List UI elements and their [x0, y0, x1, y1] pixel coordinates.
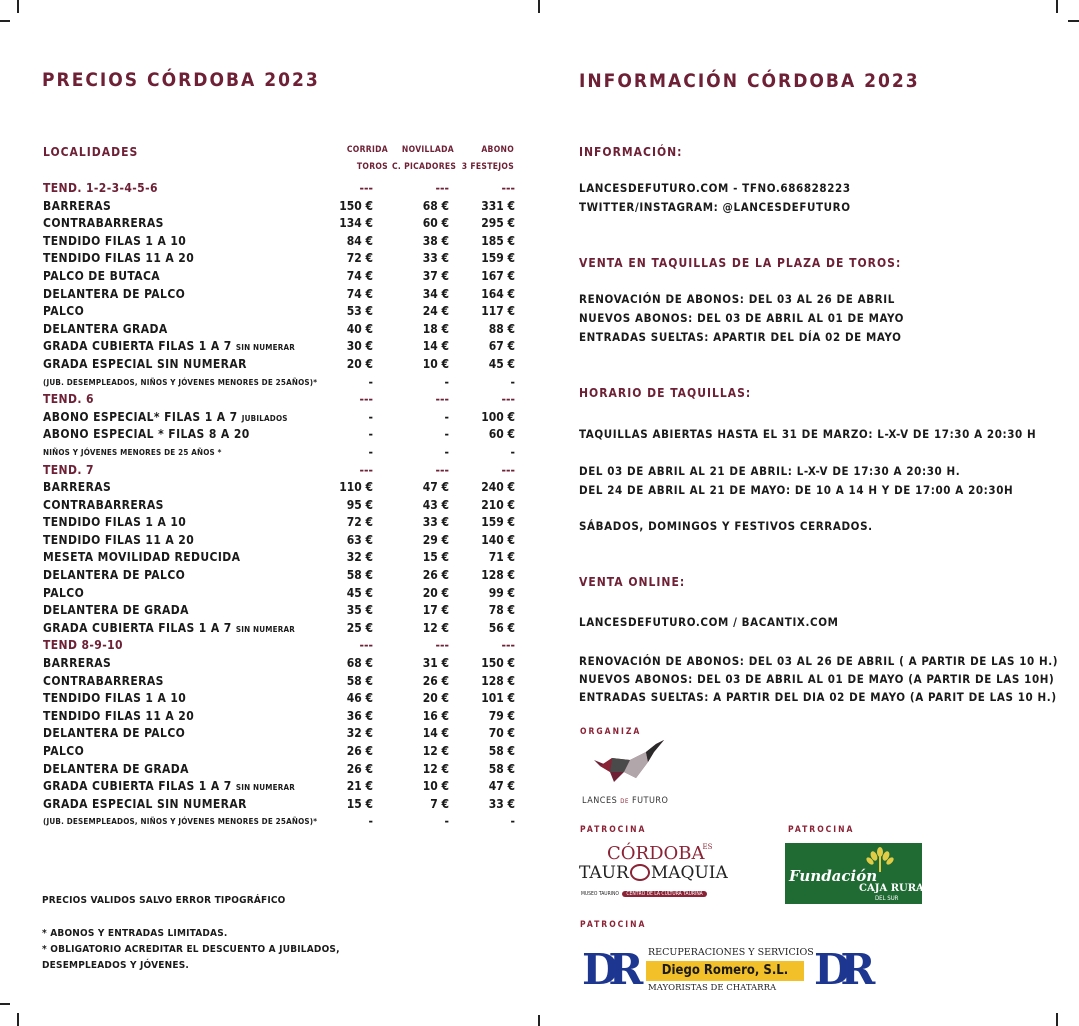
price-row: [43, 532, 523, 550]
column-header-abono: ABONO 3 FESTEJOS: [461, 145, 514, 172]
price-value: -: [368, 409, 373, 424]
row-label: PALCO: [43, 585, 85, 600]
price-value: 128 €: [481, 568, 515, 583]
price-value: 36 €: [346, 708, 373, 723]
price-value: 159 €: [481, 515, 515, 530]
price-value: 24 €: [422, 304, 449, 319]
price-table: [43, 180, 523, 831]
price-row: [43, 426, 523, 444]
price-value: 140 €: [481, 532, 515, 547]
price-value: 74 €: [346, 268, 373, 283]
price-value: 72 €: [346, 251, 373, 266]
price-value: 21 €: [346, 779, 373, 794]
price-value: 32 €: [346, 726, 373, 741]
price-value: 84 €: [346, 233, 373, 248]
price-value: 71 €: [488, 550, 515, 565]
price-value: 79 €: [488, 708, 515, 723]
price-row: [43, 585, 523, 603]
price-value: 26 €: [346, 761, 373, 776]
price-row: [43, 479, 523, 497]
price-value: 101 €: [481, 691, 515, 706]
price-value: 46 €: [346, 691, 373, 706]
row-label: CONTRABARRERAS: [43, 216, 164, 231]
price-value: 33 €: [422, 515, 449, 530]
horario-line: DEL 24 DE ABRIL AL 21 DE MAYO: DE 10 A 14 H Y DE 17:00 A 20:30H: [579, 483, 1014, 497]
info-heading: INFORMACIÓN:: [579, 145, 683, 159]
price-row: [43, 409, 523, 427]
online-line: LANCESDEFUTURO.COM / BACANTIX.COM: [579, 615, 839, 629]
price-value: 26 €: [346, 744, 373, 758]
horario-line: DEL 03 DE ABRIL AL 21 DE ABRIL: L-X-V DE 17:30 A 20:30 H.: [579, 464, 961, 478]
venta-heading: VENTA EN TAQUILLAS DE LA PLAZA DE TOROS:: [579, 256, 902, 270]
price-value: 47 €: [488, 779, 515, 794]
row-label: DELANTERA DE GRADA: [43, 603, 189, 618]
dr-mark-icon: DR: [582, 945, 634, 994]
online-heading: VENTA ONLINE:: [579, 575, 686, 589]
price-row: [43, 637, 523, 655]
row-label: PALCO DE BUTACA: [43, 268, 161, 283]
price-row: [43, 303, 523, 321]
crop-mark: [538, 0, 540, 13]
price-value: 117 €: [481, 304, 515, 319]
price-value: 167 €: [481, 268, 515, 283]
row-label: (JUB. DESEMPLEADOS, NIÑOS Y JÓVENES MENORES DE 25AÑOS)*: [43, 817, 318, 827]
price-row: [43, 761, 523, 779]
price-value: 45 €: [346, 585, 373, 600]
online-line: ENTRADAS SUELTAS: A PARTIR DEL DIA 02 DE MAYO (A PARIT DE LAS 10 H.): [579, 690, 1057, 704]
column-header-novillada: NOVILLADA C. PICADORES: [392, 145, 457, 172]
price-value: 58 €: [488, 744, 515, 758]
price-value: 88 €: [488, 321, 515, 336]
price-value: 58 €: [488, 761, 515, 776]
row-label: DELANTERA DE PALCO: [43, 568, 186, 583]
row-label: TENDIDO FILAS 1 A 10: [43, 691, 187, 706]
price-value: ---: [501, 181, 515, 195]
section-label: TEND. 1-2-3-4-5-6: [43, 181, 158, 195]
price-row: [43, 743, 523, 761]
price-value: 95 €: [346, 497, 373, 512]
price-value: 78 €: [488, 603, 515, 618]
price-row: [43, 514, 523, 532]
price-row: [43, 180, 523, 198]
price-value: ---: [359, 392, 373, 407]
price-row: [43, 250, 523, 268]
price-value: ---: [435, 392, 449, 407]
price-value: 15 €: [346, 796, 373, 811]
price-value: 30 €: [346, 339, 373, 354]
price-row: [43, 673, 523, 691]
price-value: 45 €: [488, 356, 515, 371]
price-value: 33 €: [488, 796, 515, 811]
price-row: [43, 620, 523, 638]
row-label: ABONO ESPECIAL* FILAS 1 A 7 JUBILADOS: [43, 409, 288, 424]
crop-mark: [1068, 20, 1079, 22]
price-row: [43, 233, 523, 251]
price-row: [43, 813, 523, 831]
info-line: LANCESDEFUTURO.COM - TFNO.686828223: [579, 181, 851, 195]
price-value: 128 €: [481, 673, 515, 688]
price-value: 15 €: [422, 550, 449, 565]
price-row: [43, 391, 523, 409]
horario-line: SÁBADOS, DOMINGOS Y FESTIVOS CERRADOS.: [579, 519, 873, 533]
crop-mark: [1056, 1013, 1058, 1026]
price-value: 74 €: [346, 286, 373, 301]
price-value: ---: [501, 392, 515, 407]
price-value: 56 €: [488, 620, 515, 635]
price-value: 20 €: [346, 356, 373, 371]
price-value: 14 €: [422, 339, 449, 354]
venta-line: NUEVOS ABONOS: DEL 03 DE ABRIL AL 01 DE MAYO: [579, 311, 905, 325]
price-value: 26 €: [422, 673, 449, 688]
row-label: PALCO: [43, 744, 85, 758]
price-value: 185 €: [481, 233, 515, 248]
price-value: 100 €: [481, 409, 515, 424]
row-label: TENDIDO FILAS 11 A 20: [43, 708, 195, 723]
crop-mark: [17, 0, 19, 13]
price-row: [43, 567, 523, 585]
footer-valid: PRECIOS VALIDOS SALVO ERROR TIPOGRÁFICO: [42, 895, 286, 906]
price-row: [43, 725, 523, 743]
price-row: [43, 444, 523, 462]
price-row: [43, 374, 523, 392]
price-value: 53 €: [346, 304, 373, 319]
price-value: 240 €: [481, 480, 515, 495]
price-value: 68 €: [346, 656, 373, 671]
price-value: 7 €: [430, 796, 449, 811]
row-label: NIÑOS Y JÓVENES MENORES DE 25 AÑOS *: [43, 447, 222, 457]
price-value: -: [510, 374, 515, 389]
price-row: [43, 497, 523, 515]
price-value: ---: [435, 462, 449, 477]
localidades-heading: LOCALIDADES: [43, 145, 139, 159]
section-label: TEND 8-9-10: [43, 638, 123, 653]
price-value: 70 €: [488, 726, 515, 741]
crop-mark: [0, 20, 10, 22]
price-row: [43, 286, 523, 304]
row-label: PALCO: [43, 304, 85, 319]
price-value: -: [444, 409, 449, 424]
row-label: GRADA CUBIERTA FILAS 1 A 7 SIN NUMERAR: [43, 339, 296, 354]
dr-mark-icon: DR: [814, 945, 866, 994]
price-value: 150 €: [339, 198, 373, 213]
price-value: 14 €: [422, 726, 449, 741]
online-line: RENOVACIÓN DE ABONOS: DEL 03 AL 26 DE ABRIL ( A PARTIR DE LAS 10 H.): [579, 654, 1059, 668]
price-value: 34 €: [422, 286, 449, 301]
price-value: 12 €: [422, 744, 449, 758]
horario-line: TAQUILLAS ABIERTAS HASTA EL 31 DE MARZO: L-X-V DE 17:30 A 20:30 H: [579, 427, 1037, 441]
row-label: GRADA CUBIERTA FILAS 1 A 7 SIN NUMERAR: [43, 620, 296, 635]
price-value: 29 €: [422, 532, 449, 547]
price-value: 43 €: [422, 497, 449, 512]
price-value: 37 €: [422, 268, 449, 283]
price-value: 210 €: [481, 497, 515, 512]
price-value: ---: [359, 638, 373, 653]
row-label: (JUB. DESEMPLEADOS, NIÑOS Y JÓVENES MENORES DE 25AÑOS)*: [43, 377, 318, 387]
price-value: 295 €: [481, 216, 515, 231]
price-value: 68 €: [422, 198, 449, 213]
row-label: TENDIDO FILAS 11 A 20: [43, 532, 195, 547]
online-line: NUEVOS ABONOS: DEL 03 DE ABRIL AL 01 DE MAYO (A PARTIR DE LAS 10H): [579, 672, 1055, 686]
price-value: -: [368, 444, 373, 459]
row-label: GRADA ESPECIAL SIN NUMERAR: [43, 356, 247, 371]
price-value: 20 €: [422, 691, 449, 706]
price-value: 63 €: [346, 532, 373, 547]
price-value: 25 €: [346, 620, 373, 635]
price-value: ---: [435, 638, 449, 653]
footer-notes: * ABONOS Y ENTRADAS LIMITADAS. * OBLIGATORIO ACREDITAR EL DESCUENTO A JUBILADOS, DESEMPLEADOS Y JÓVENES.: [42, 928, 340, 971]
price-value: 32 €: [346, 550, 373, 565]
column-header-corrida: CORRIDA TOROS: [346, 145, 388, 172]
price-value: ---: [435, 181, 449, 195]
price-row: [43, 321, 523, 339]
price-value: 159 €: [481, 251, 515, 266]
row-label: TENDIDO FILAS 1 A 10: [43, 515, 187, 530]
row-label: DELANTERA GRADA: [43, 321, 168, 336]
price-row: [43, 462, 523, 480]
cordoba-tauromaquia-logo: $CÓRDOBA^{ES}$ TAUR MAQUIA MUSEO TAURINO CENTRO DE LA CULTURA TAURINA: [579, 843, 728, 897]
price-value: 134 €: [339, 216, 373, 231]
price-value: -: [444, 444, 449, 459]
price-row: [43, 268, 523, 286]
row-label: CONTRABARRERAS: [43, 497, 164, 512]
price-value: 60 €: [488, 427, 515, 442]
price-row: [43, 198, 523, 216]
price-value: 60 €: [422, 216, 449, 231]
patrocina-label: PATROCINA: [788, 825, 855, 835]
price-row: [43, 549, 523, 567]
price-value: 99 €: [488, 585, 515, 600]
row-label: BARRERAS: [43, 656, 112, 671]
info-title: INFORMACIÓN CÓRDOBA 2023: [579, 70, 920, 92]
price-value: 31 €: [422, 656, 449, 671]
row-label: GRADA CUBIERTA FILAS 1 A 7 SIN NUMERAR: [43, 779, 296, 794]
price-row: [43, 356, 523, 374]
price-value: 67 €: [488, 339, 515, 354]
price-value: ---: [501, 462, 515, 477]
row-label: BARRERAS: [43, 198, 112, 213]
price-value: ---: [359, 181, 373, 195]
price-value: 26 €: [422, 568, 449, 583]
price-value: 12 €: [422, 761, 449, 776]
row-label: ABONO ESPECIAL * FILAS 8 A 20: [43, 427, 250, 442]
price-row: [43, 655, 523, 673]
price-value: ---: [359, 462, 373, 477]
price-value: 58 €: [346, 673, 373, 688]
lances-logo-text: LANCES DE FUTURO: [582, 796, 669, 806]
row-label: MESETA MOVILIDAD REDUCIDA: [43, 550, 241, 565]
price-value: ---: [501, 638, 515, 653]
price-row: [43, 778, 523, 796]
diego-romero-logo: DR RECUPERACIONES Y SERVICIOS Diego Romero, S.L. MAYORISTAS DE CHATARRA DR: [582, 945, 866, 994]
price-value: 72 €: [346, 515, 373, 530]
crop-mark: [1056, 0, 1058, 13]
price-value: 17 €: [422, 603, 449, 618]
price-value: 58 €: [346, 568, 373, 583]
price-row: [43, 338, 523, 356]
price-value: 38 €: [422, 233, 449, 248]
price-value: -: [444, 374, 449, 389]
crop-mark: [0, 1003, 10, 1005]
price-row: [43, 602, 523, 620]
row-label: GRADA ESPECIAL SIN NUMERAR: [43, 796, 247, 811]
row-label: DELANTERA DE GRADA: [43, 761, 189, 776]
price-value: 35 €: [346, 603, 373, 618]
row-label: CONTRABARRERAS: [43, 673, 164, 688]
price-row: [43, 708, 523, 726]
organiza-label: ORGANIZA: [580, 727, 642, 737]
price-value: -: [510, 814, 515, 829]
price-value: -: [444, 427, 449, 442]
horario-heading: HORARIO DE TAQUILLAS:: [579, 386, 752, 400]
crop-mark: [538, 1015, 540, 1026]
price-value: 10 €: [422, 779, 449, 794]
prices-title: PRECIOS CÓRDOBA 2023: [42, 69, 320, 91]
price-value: 18 €: [422, 321, 449, 336]
price-value: 164 €: [481, 286, 515, 301]
patrocina-label: PATROCINA: [580, 920, 647, 930]
patrocina-label: PATROCINA: [580, 825, 647, 835]
crop-mark: [17, 1013, 19, 1026]
price-row: [43, 690, 523, 708]
price-value: 150 €: [481, 656, 515, 671]
price-value: 20 €: [422, 585, 449, 600]
price-value: 10 €: [422, 356, 449, 371]
price-value: 12 €: [422, 620, 449, 635]
section-label: TEND. 7: [43, 462, 94, 477]
row-label: TENDIDO FILAS 1 A 10: [43, 233, 187, 248]
price-value: 47 €: [422, 480, 449, 495]
price-value: -: [444, 814, 449, 829]
venta-line: RENOVACIÓN DE ABONOS: DEL 03 AL 26 DE ABRIL: [579, 292, 895, 306]
price-row: [43, 215, 523, 233]
row-label: BARRERAS: [43, 480, 112, 495]
price-value: -: [368, 814, 373, 829]
section-label: TEND. 6: [43, 392, 94, 407]
lances-bull-logo: [590, 738, 672, 794]
row-label: DELANTERA DE PALCO: [43, 286, 186, 301]
price-value: -: [510, 444, 515, 459]
price-value: -: [368, 374, 373, 389]
fundacion-caja-rural-logo: Fundación CAJA RURAL DEL SUR: [785, 843, 922, 904]
price-row: [43, 796, 523, 814]
venta-line: ENTRADAS SUELTAS: APARTIR DEL DÍA 02 DE MAYO: [579, 330, 902, 344]
price-value: 16 €: [422, 708, 449, 723]
info-line: TWITTER/INSTAGRAM: @LANCESDEFUTURO: [579, 200, 851, 214]
row-label: TENDIDO FILAS 11 A 20: [43, 251, 195, 266]
price-value: 33 €: [422, 251, 449, 266]
price-value: 40 €: [346, 321, 373, 336]
price-value: 331 €: [481, 198, 515, 213]
price-value: -: [368, 427, 373, 442]
price-value: 110 €: [339, 480, 373, 495]
row-label: DELANTERA DE PALCO: [43, 726, 186, 741]
